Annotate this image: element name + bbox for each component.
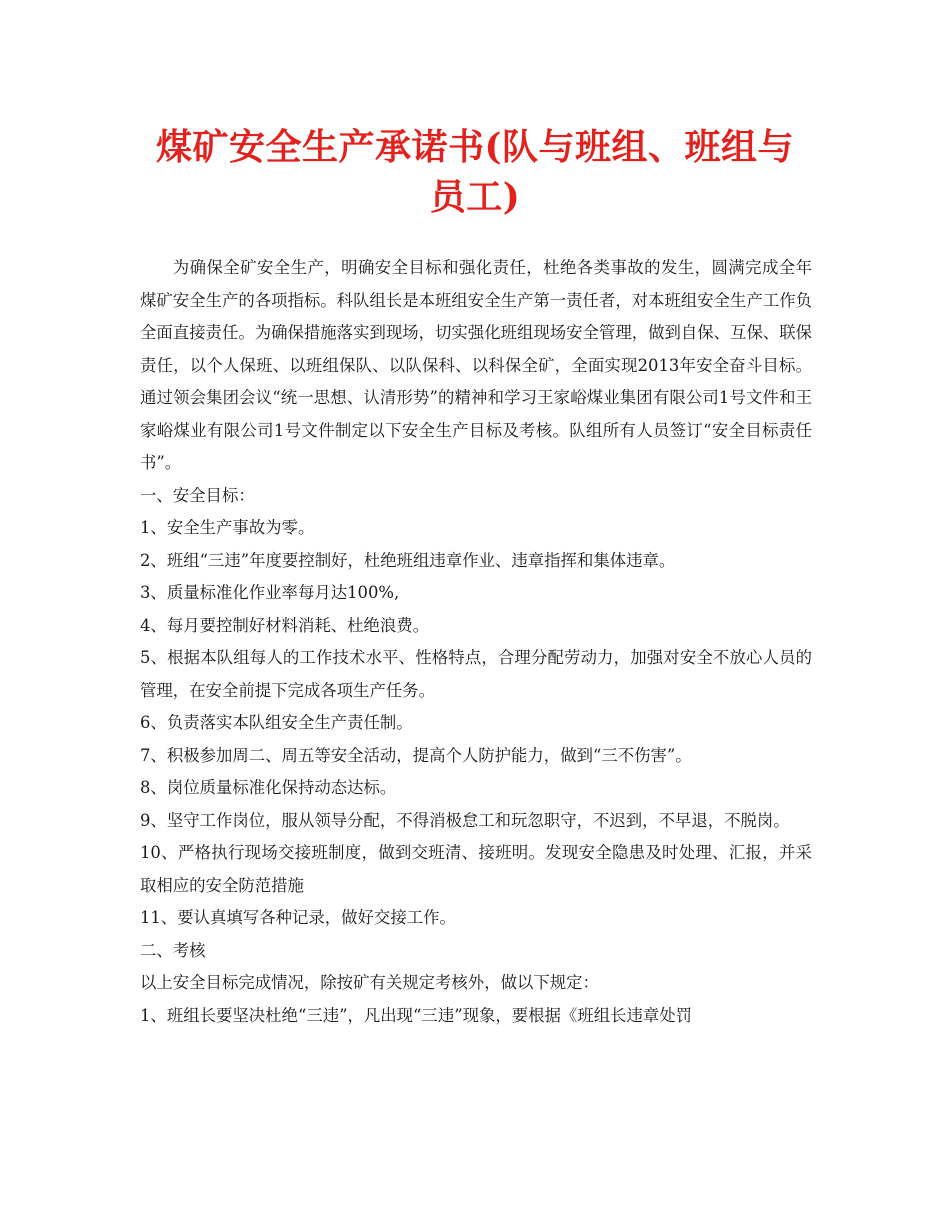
goal-item: 4、每月要控制好材料消耗、杜绝浪费。 bbox=[140, 615, 430, 635]
section-heading-goals: 一、安全目标： bbox=[140, 485, 255, 505]
goal-item: 6、负责落实本队组安全生产责任制。 bbox=[140, 713, 413, 732]
goal-item: 10、严格执行现场交接班制度，做到交班清、接班明。发现安全隐患及时处理、汇报，并采取相应的安全防范措施 bbox=[140, 843, 812, 895]
goal-item: 8、岗位质量标准化保持动态达标。 bbox=[140, 778, 397, 797]
document-title: 煤矿安全生产承诺书(队与班组、班组与员工) bbox=[155, 126, 795, 218]
goal-item: 3、质量标准化作业率每月达100%, bbox=[140, 583, 400, 602]
goal-item: 11、要认真填写各种记录，做好交接工作。 bbox=[140, 908, 456, 927]
goal-item: 1、安全生产事故为零。 bbox=[140, 518, 315, 537]
assessment-intro: 以上安全目标完成情况，除按矿有关规定考核外，做以下规定： bbox=[140, 973, 599, 992]
assessment-item: 1、班组长要坚决杜绝“三违”，凡出现“三违”现象，要根据《班组长违章处罚 bbox=[140, 1005, 693, 1025]
intro-paragraph: 为确保全矿安全生产，明确安全目标和强化责任，杜绝各类事故的发生，圆满完成全年煤矿安全生产的各项指标。科队组长是本班组安全生产第一责任者，对本班组安全生产工作负全面直接责任。为确保措施落实到现场，切实强化班组现场安全管理，做到自保、互保、联保责任，以个人保班、以班组保队、以队保科、以科保全矿，全面实现2013年安全奋斗目标。通过领会集团会议“统一思想、认清形势”的精神和学习王家峪煤业集团有限公司1号文件和王家峪煤业有限公司1号文件制定以下安全生产目标及考核。队组所有人员签订“安全目标责任书”。 bbox=[140, 258, 813, 472]
goal-item: 5、根据本队组每人的工作技术水平、性格特点，合理分配劳动力，加强对安全不放心人员的管理，在安全前提下完成各项生产任务。 bbox=[140, 648, 812, 700]
goal-item: 7、积极参加周二、周五等安全活动，提高个人防护能力，做到“三不伤害”。 bbox=[140, 745, 692, 765]
goal-item: 9、坚守工作岗位，服从领导分配，不得消极怠工和玩忽职守，不迟到，不早退，不脱岗。 bbox=[140, 810, 790, 830]
section-heading-assessment: 二、考核 bbox=[140, 940, 206, 960]
goal-item: 2、班组“三违”年度要控制好，杜绝班组违章作业、违章指挥和集体违章。 bbox=[140, 550, 676, 570]
document-body bbox=[140, 252, 812, 1032]
